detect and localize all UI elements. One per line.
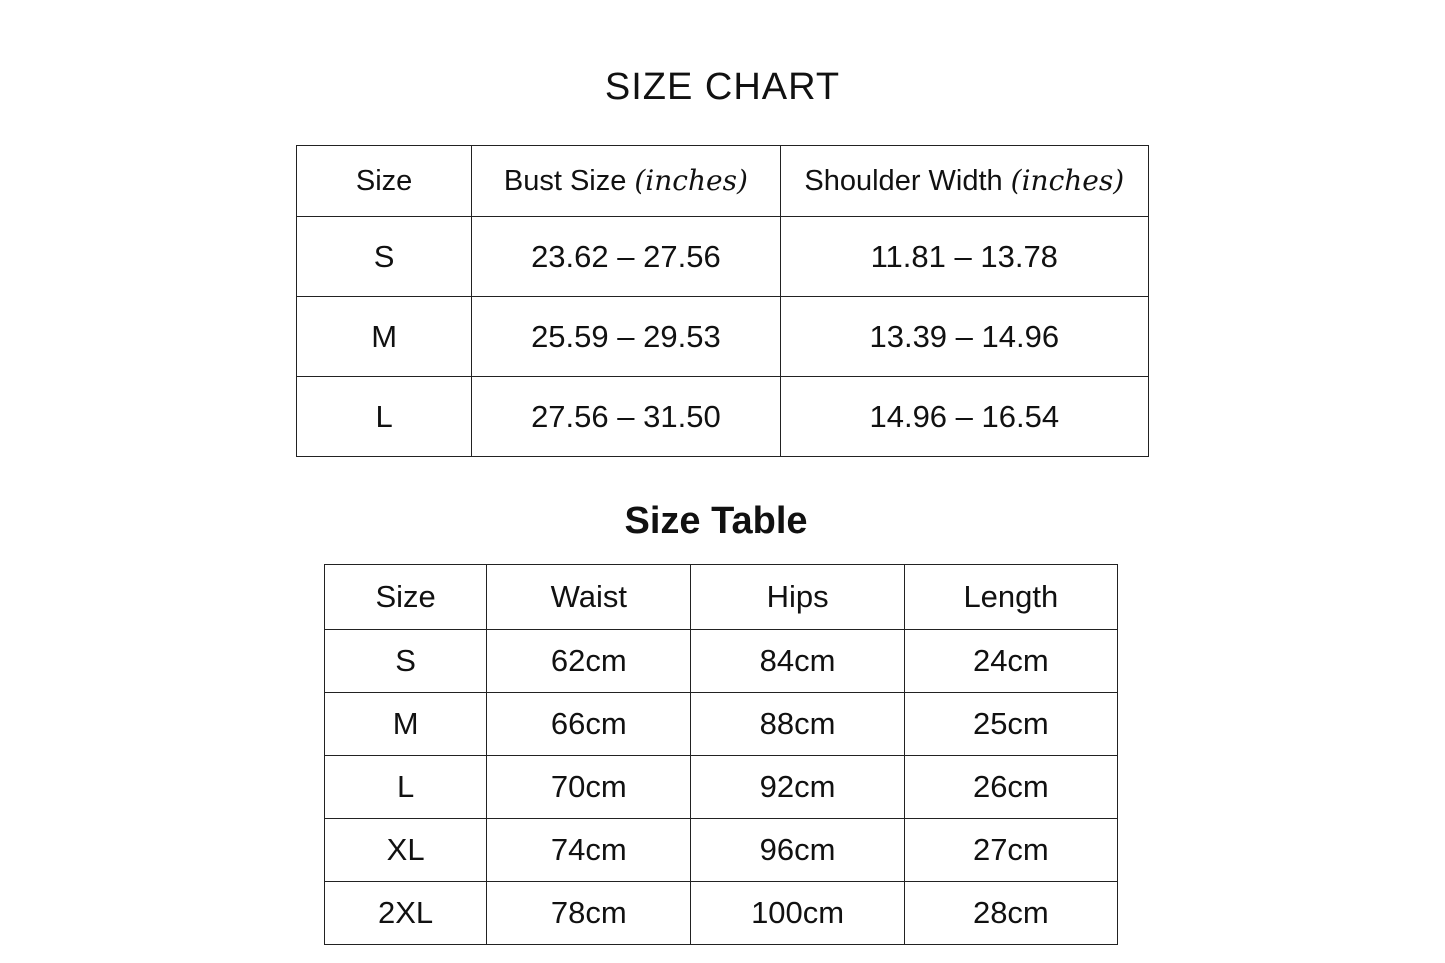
size-table xyxy=(324,564,1118,945)
size-cell: M xyxy=(297,297,472,377)
shoulder-header-label: Shoulder Width xyxy=(804,165,1003,197)
shoulder-cell: 11.81 – 13.78 xyxy=(780,217,1148,297)
length-cell: 28cm xyxy=(904,882,1117,945)
length-cell: 24cm xyxy=(904,630,1117,693)
waist-cell: 66cm xyxy=(487,693,691,756)
size-table-header-row xyxy=(325,565,1118,630)
shoulder-unit-label: (inches) xyxy=(1010,164,1125,197)
size-table-header-waist: Waist xyxy=(487,565,691,630)
size-cell: S xyxy=(325,630,487,693)
size-table-header-size: Size xyxy=(325,565,487,630)
hips-cell: 88cm xyxy=(691,693,904,756)
size-header-label: Size xyxy=(355,164,413,197)
bust-cell: 23.62 – 27.56 xyxy=(472,217,780,297)
table-row xyxy=(325,693,1118,756)
size-table-title: Size Table xyxy=(624,500,808,542)
size-table-header-length: Length xyxy=(904,565,1117,630)
bust-unit-label: (inches) xyxy=(634,164,748,197)
size-cell: M xyxy=(325,693,487,756)
waist-cell: 62cm xyxy=(487,630,691,693)
hips-cell: 92cm xyxy=(691,756,904,819)
size-cell: L xyxy=(297,377,472,457)
hips-cell: 96cm xyxy=(691,819,904,882)
bust-cell: 27.56 – 31.50 xyxy=(472,377,780,457)
length-cell: 26cm xyxy=(904,756,1117,819)
size-chart-header-shoulder xyxy=(780,146,1148,217)
table-row xyxy=(325,819,1118,882)
waist-cell: 70cm xyxy=(487,756,691,819)
size-cell: XL xyxy=(325,819,487,882)
size-cell: 2XL xyxy=(325,882,487,945)
size-chart-header-row xyxy=(297,146,1149,217)
size-table-header-hips: Hips xyxy=(691,565,904,630)
size-chart-title: SIZE CHART xyxy=(604,66,841,108)
waist-cell: 78cm xyxy=(487,882,691,945)
table-row xyxy=(325,756,1118,819)
bust-cell: 25.59 – 29.53 xyxy=(472,297,780,377)
hips-cell: 100cm xyxy=(691,882,904,945)
table-row xyxy=(325,882,1118,945)
shoulder-cell: 13.39 – 14.96 xyxy=(780,297,1148,377)
size-cell: L xyxy=(325,756,487,819)
bust-header-label: Bust Size xyxy=(503,165,627,197)
waist-cell: 74cm xyxy=(487,819,691,882)
table-row xyxy=(297,217,1149,297)
table-row xyxy=(297,377,1149,457)
size-chart-header-bust xyxy=(472,146,780,217)
shoulder-cell: 14.96 – 16.54 xyxy=(780,377,1148,457)
size-cell: S xyxy=(297,217,472,297)
size-chart-table xyxy=(296,145,1149,457)
table-row xyxy=(325,630,1118,693)
table-row xyxy=(297,297,1149,377)
length-cell: 25cm xyxy=(904,693,1117,756)
hips-cell: 84cm xyxy=(691,630,904,693)
length-cell: 27cm xyxy=(904,819,1117,882)
size-chart-header-size xyxy=(297,146,472,217)
